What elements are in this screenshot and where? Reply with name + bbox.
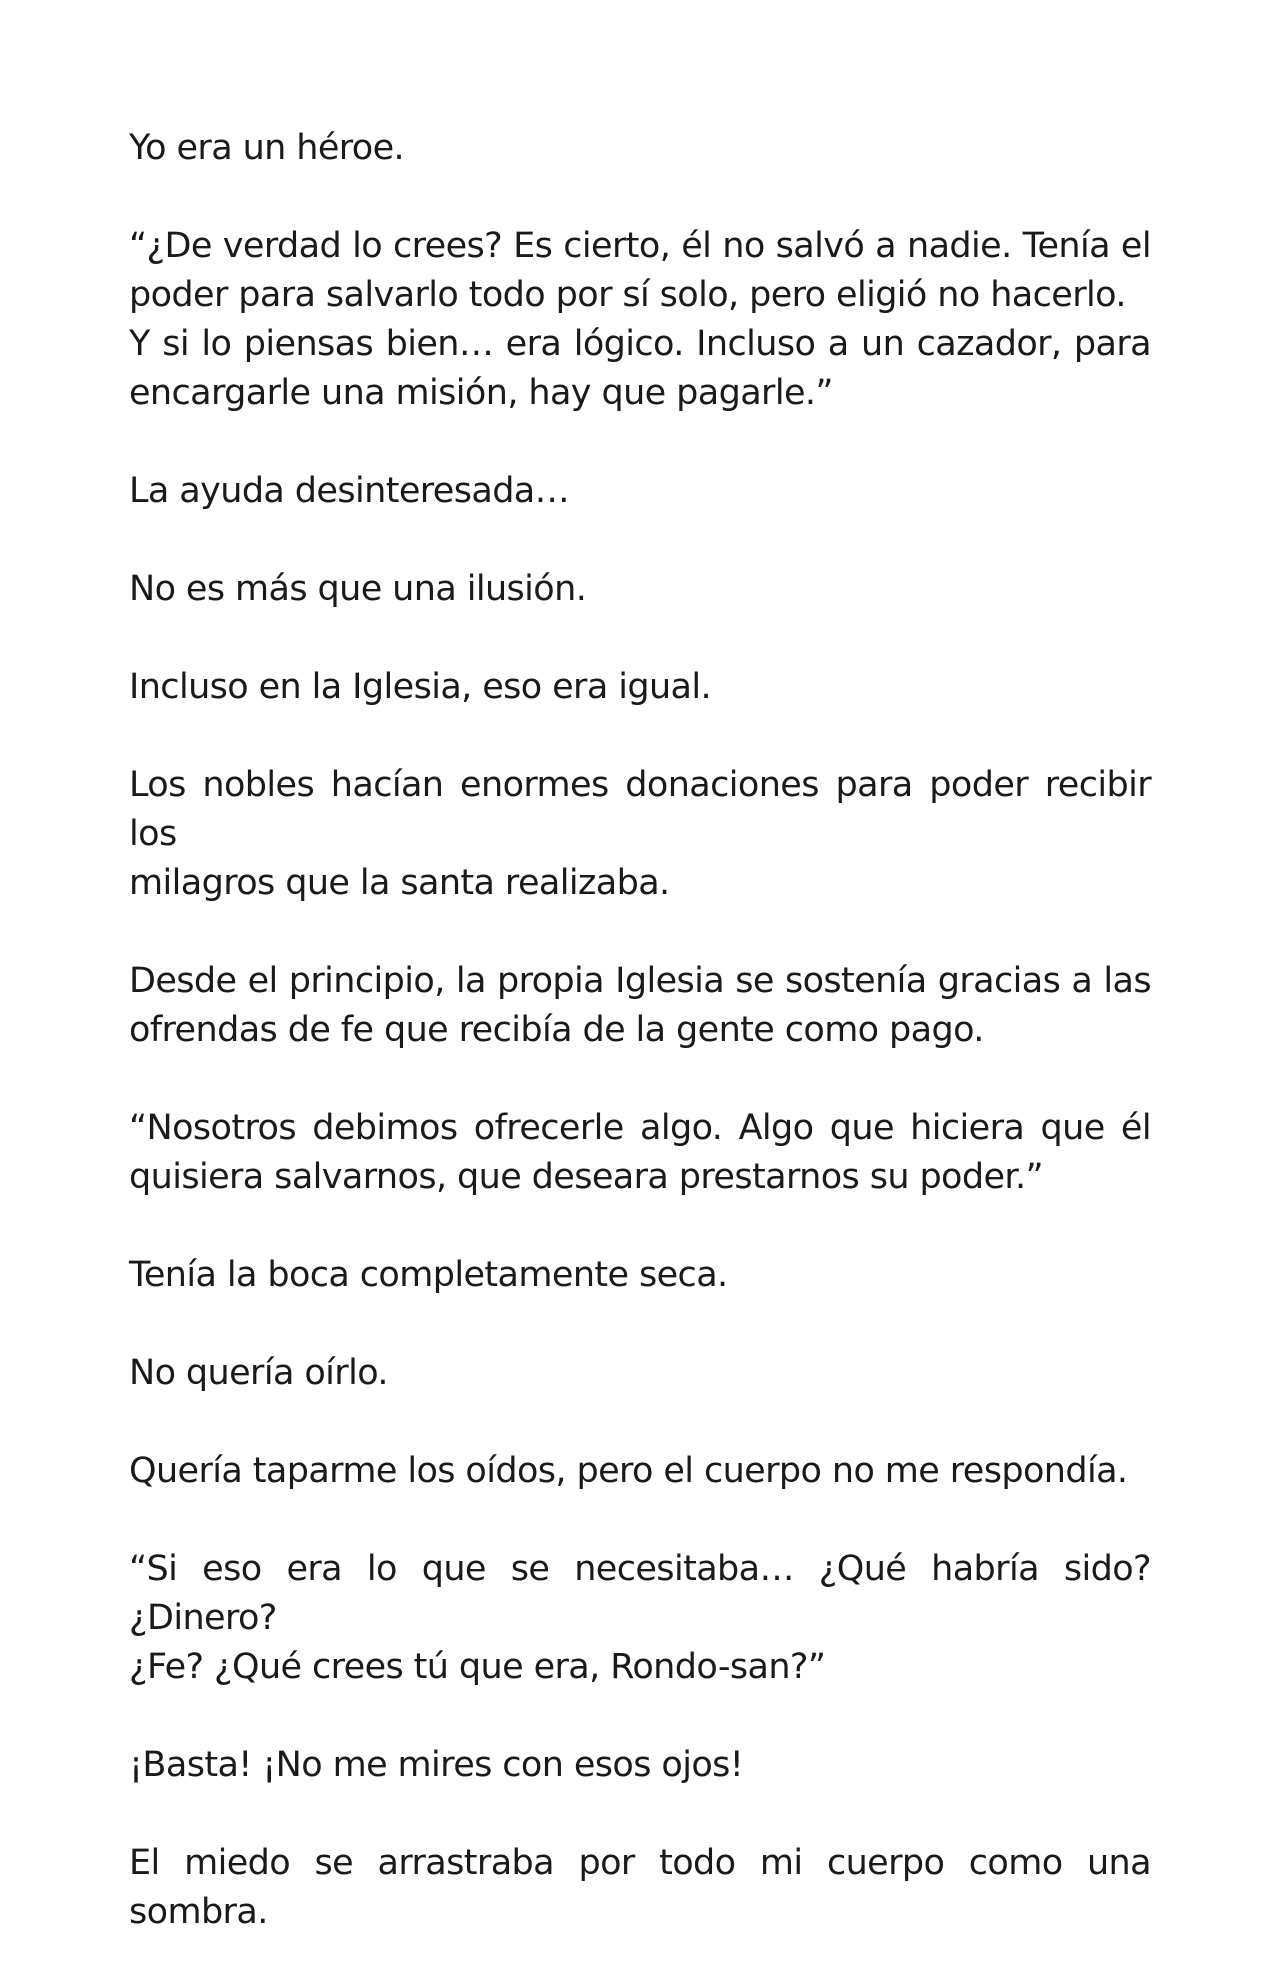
paragraph	[129, 222, 1151, 418]
text-line: Y si lo piensas bien… era lógico. Incluso a un cazador, para	[129, 324, 1151, 364]
text-line: Quería taparme los oídos, pero el cuerpo no me respondía.	[129, 1451, 1128, 1491]
text-line: Yo era un héroe.	[129, 128, 405, 168]
paragraph	[129, 761, 1151, 908]
text-line: Incluso en la Iglesia, eso era igual.	[129, 667, 712, 707]
text-line: “Si eso era lo que se necesitaba… ¿Qué habría sido? ¿Dinero?	[129, 1549, 1151, 1638]
text-line: Desde el principio, la propia Iglesia se sostenía gracias a las	[129, 961, 1151, 1001]
text-line: ¡Basta! ¡No me mires con esos ojos!	[129, 1745, 744, 1785]
paragraph	[129, 467, 1151, 516]
paragraph	[129, 1741, 1151, 1790]
text-line: milagros que la santa realizaba.	[129, 863, 670, 903]
text-line: No es más que una ilusión.	[129, 569, 587, 609]
text-line: encargarle una misión, hay que pagarle.”	[129, 373, 833, 413]
paragraph	[129, 1447, 1151, 1496]
paragraph	[129, 124, 1151, 173]
text-line: El miedo se arrastraba por todo mi cuerpo como una	[129, 1843, 1151, 1883]
paragraph	[129, 1349, 1151, 1398]
text-line: sombra.	[129, 1892, 268, 1932]
paragraph	[129, 1104, 1151, 1202]
text-line: Los nobles hacían enormes donaciones para poder recibir los	[129, 765, 1151, 854]
text-line: “¿De verdad lo crees? Es cierto, él no salvó a nadie. Tenía el	[129, 226, 1151, 266]
paragraph	[129, 565, 1151, 614]
paragraph	[129, 1251, 1151, 1300]
document-text	[129, 124, 1151, 1986]
text-line: “Nosotros debimos ofrecerle algo. Algo que hiciera que él	[129, 1108, 1151, 1148]
text-line: ¿Fe? ¿Qué crees tú que era, Rondo-san?”	[129, 1647, 826, 1687]
text-line: Tenía la boca completamente seca.	[129, 1255, 728, 1295]
text-line: quisiera salvarnos, que deseara prestarnos su poder.”	[129, 1157, 1044, 1197]
text-line: poder para salvarlo todo por sí solo, pero eligió no hacerlo.	[129, 275, 1126, 315]
paragraph	[129, 1839, 1151, 1937]
text-line: No quería oírlo.	[129, 1353, 388, 1393]
text-line: La ayuda desinteresada…	[129, 471, 570, 511]
paragraph	[129, 663, 1151, 712]
paragraph	[129, 957, 1151, 1055]
paragraph	[129, 1545, 1151, 1692]
text-line: ofrendas de fe que recibía de la gente como pago.	[129, 1010, 984, 1050]
